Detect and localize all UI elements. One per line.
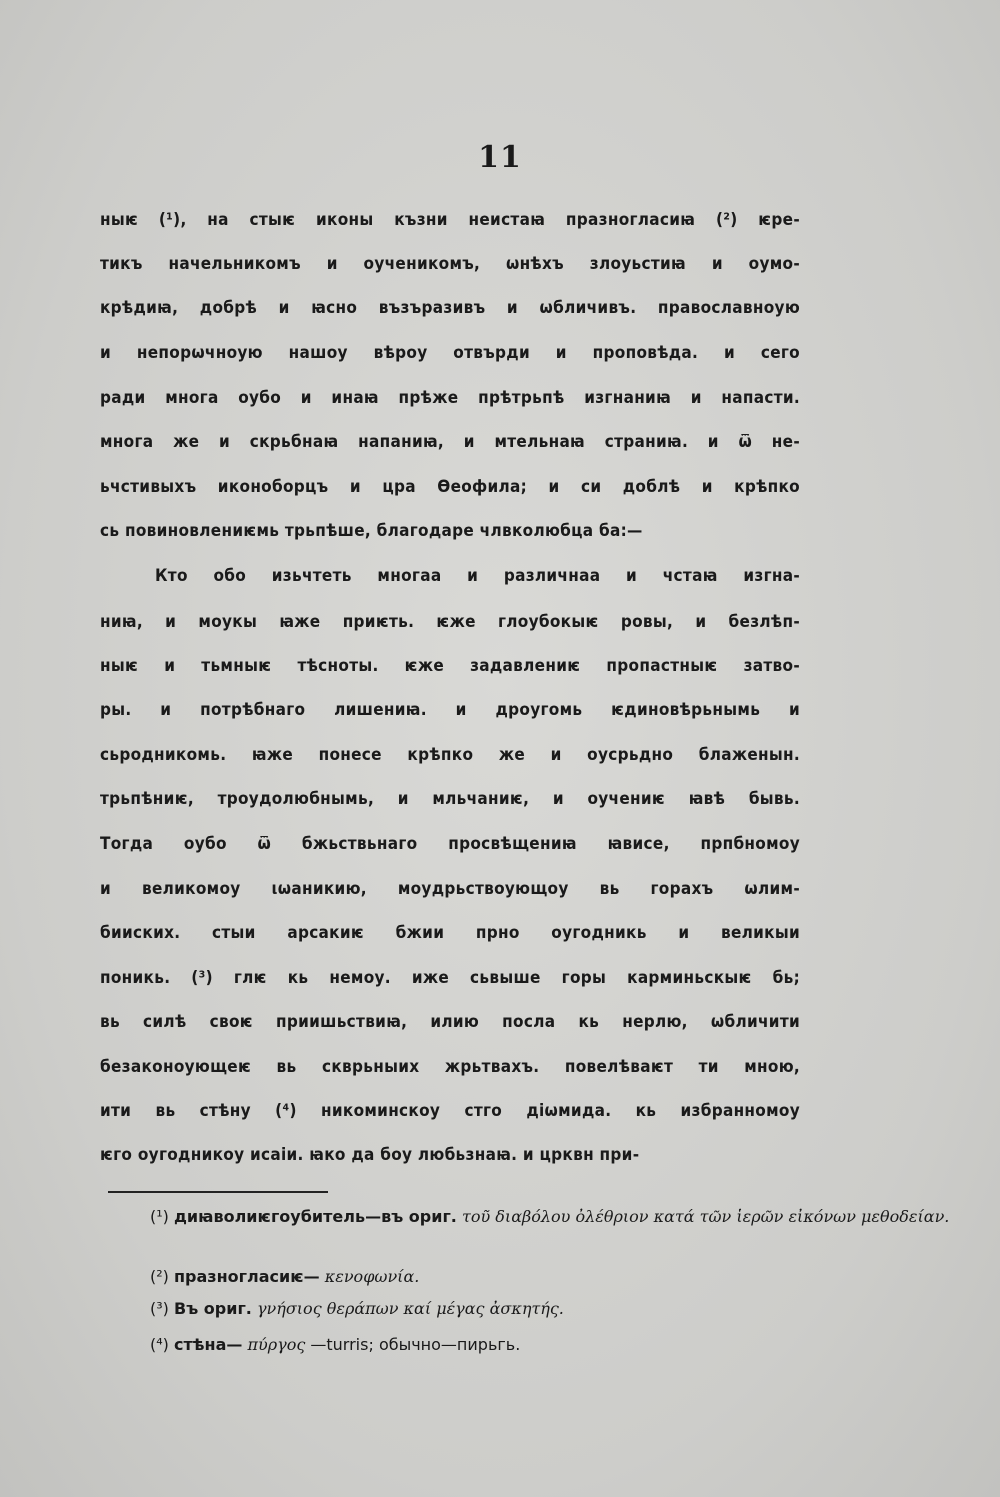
footnote-4 xyxy=(150,1328,810,1362)
text-line: поникь. (³) глѥ кь немоу. иже сьвыше горы карминьскыѥ бь; xyxy=(100,968,800,988)
footnote-3 xyxy=(150,1292,810,1326)
footnote-text: празногласиѥ— xyxy=(174,1267,320,1286)
footnote-separator xyxy=(108,1191,328,1193)
text-line: ниꙗ, и моукы ꙗже приѥть. ѥже глоубокыѥ ровы, и безлѣп- xyxy=(100,612,800,632)
text-line: трьпѣниѥ, троудолюбнымь, и мльчаниѥ, и оучениѥ ꙗвѣ бывь. xyxy=(100,789,800,809)
text-line: Тогда оубо ѿ бжьствьнаго просвѣщениꙗ ꙗвисе, прпбномоу xyxy=(100,834,800,854)
text-line: вь силѣ своѥ приишьствиꙗ, илию посла кь нерлю, ѡбличити xyxy=(100,1012,800,1032)
text-line: безаконоующеѥ вь скврьныих жрьтвахъ. повелѣваѥт ти мною, xyxy=(100,1057,800,1077)
page-number: 11 xyxy=(478,140,522,175)
text-line: крѣдиꙗ, добрѣ и ꙗсно възъразивъ и ѡбличивъ. православноую xyxy=(100,298,800,318)
text-line: Кто обо изьчтеть многаа и различнаа и чстаꙗ изгна- xyxy=(155,566,800,586)
text-line: и великомоу ιѡаникию, моудрьствоующоу вь горахъ ѡлим- xyxy=(100,879,800,899)
text-line: многа же и скрьбнаꙗ напаниꙗ, и мтельнаꙗ страниꙗ. и ѿ не- xyxy=(100,432,800,452)
footnote-greek: γνήσιος θεράπων καί μέγας ἀσκητής. xyxy=(256,1299,564,1318)
text-line: ры. и потрѣбнаго лишениꙗ. и дроугомь ѥдиновѣрьнымь и xyxy=(100,700,800,720)
footnote-greek: πύργος xyxy=(247,1335,306,1354)
text-line: ити вь стѣну (⁴) никоминскоу стго дiѡмида. кь избранномоу xyxy=(100,1101,800,1121)
text-line: тикъ начельникомъ и оученикомъ, ѡнѣхъ злоуьстиꙗ и оумо- xyxy=(100,254,800,274)
footnote-marker: (¹) xyxy=(150,1207,169,1226)
text-line: ныѥ и тьмныѥ тѣсноты. ѥже задавлениѥ пропастныѥ затво- xyxy=(100,656,800,676)
footnote-text: стѣна— xyxy=(174,1335,243,1354)
footnote-marker: (⁴) xyxy=(150,1335,169,1354)
text-line: сь повиновлениѥмь трьпѣше, благодаре члвколюбца ба:— xyxy=(100,521,643,541)
footnote-marker: (²) xyxy=(150,1267,169,1286)
text-line: ради многа оубо и инаꙗ прѣже прѣтрьпѣ изгнаниꙗ и напасти. xyxy=(100,388,800,408)
text-line: ѥго оугодникоу исаiи. ꙗко да боу любьзнаꙗ. и црквн при- xyxy=(100,1145,640,1165)
footnote-tail: —turris; обычно—пирьгь. xyxy=(310,1335,521,1354)
footnote-greek: τοῦ διαβόλου ὀλέθριον κατά τῶν ἱερῶν εἰκόνων μεθοδείαν. xyxy=(461,1207,950,1226)
text-line: ныѥ (¹), на стыѥ иконы къзни неистаꙗ празногласиꙗ (²) ѥре- xyxy=(100,210,800,230)
text-line: и непорѡчноую нашоу вѣроу отвърди и проповѣда. и сего xyxy=(100,343,800,363)
text-line: бииских. стыи арсакиѥ бжии прно оугодникь и великыи xyxy=(100,923,800,943)
footnote-greek: κενοφωνία. xyxy=(324,1267,420,1286)
text-line: ьчстивыхъ иконоборцъ и цра Ѳеофила; и си доблѣ и крѣпко xyxy=(100,477,800,497)
text-line: сьродникомь. ꙗже понесе крѣпко же и оусрьдно блаженын. xyxy=(100,745,800,765)
footnote-2 xyxy=(150,1260,810,1294)
footnote-marker: (³) xyxy=(150,1299,169,1318)
footnote-text: диꙗволиѥгоубитель—въ ориг. xyxy=(174,1207,457,1226)
footnote-text: Въ ориг. xyxy=(174,1299,252,1318)
footnote-1 xyxy=(150,1200,950,1234)
